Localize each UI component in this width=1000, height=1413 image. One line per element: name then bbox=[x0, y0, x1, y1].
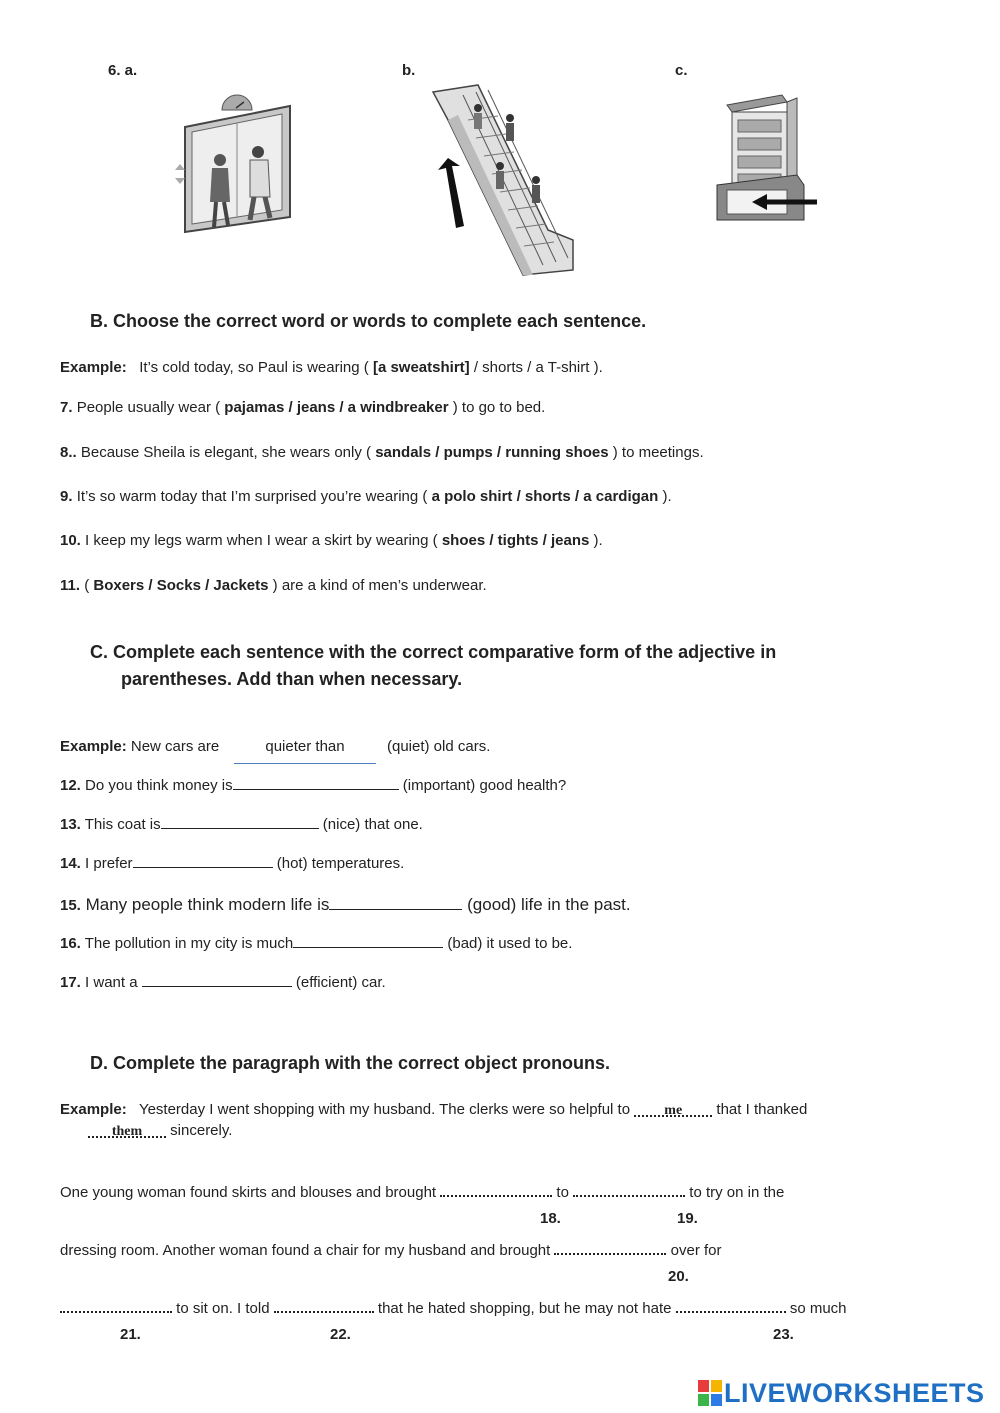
question-text-end: ). bbox=[662, 488, 672, 505]
question-text: People usually wear ( bbox=[76, 399, 221, 416]
question-number: 11. bbox=[60, 577, 81, 594]
question-text-end: (efficient) car. bbox=[295, 974, 386, 991]
section-d-heading: D. Complete the paragraph with the correct object pronouns. bbox=[90, 1053, 611, 1073]
example-text: that I thanked bbox=[716, 1101, 808, 1118]
question-text-end: (nice) that one. bbox=[322, 816, 423, 833]
picture-c-label: c. bbox=[675, 62, 688, 79]
answer-blank[interactable] bbox=[161, 816, 319, 829]
question-text: It’s so warm today that I’m surprised you’re wearing ( bbox=[76, 488, 428, 505]
escalator-illustration bbox=[428, 80, 578, 280]
section-c-heading-line2: parentheses. Add than when necessary. bbox=[121, 669, 463, 689]
question-12 bbox=[60, 777, 566, 794]
blank-number-22: 22. bbox=[330, 1326, 351, 1343]
section-c-heading-line1: C. Complete each sentence with the correct comparative form of the adjective in bbox=[90, 642, 777, 662]
question-15 bbox=[60, 895, 631, 915]
paragraph-text: over for bbox=[670, 1242, 722, 1259]
question-8 bbox=[60, 444, 704, 461]
example-label: Example: bbox=[60, 359, 127, 376]
example-answer-blank bbox=[88, 1122, 166, 1138]
paragraph-text: that he hated shopping, but he may not hate bbox=[377, 1300, 672, 1317]
blank-number-20: 20. bbox=[668, 1268, 689, 1285]
example-text: New cars are bbox=[130, 738, 220, 755]
paragraph-text: One young woman found skirts and blouses and brought bbox=[60, 1184, 437, 1201]
paragraph-text: to bbox=[556, 1184, 569, 1201]
liveworksheets-logo bbox=[698, 1378, 985, 1408]
blank-number-18: 18. bbox=[540, 1210, 561, 1227]
answer-blank-20[interactable] bbox=[554, 1239, 666, 1255]
question-text-end: ). bbox=[593, 532, 603, 549]
section-b-example bbox=[60, 359, 603, 376]
elevator-illustration bbox=[170, 92, 300, 237]
picture-b-label: b. bbox=[402, 62, 416, 79]
section-b-heading: B. Choose the correct word or words to complete each sentence. bbox=[90, 311, 647, 331]
question-text: I prefer bbox=[85, 855, 133, 872]
answer-blank[interactable] bbox=[133, 855, 273, 868]
section-d-example-line1 bbox=[60, 1101, 807, 1118]
choice-options[interactable]: sandals / pumps / running shoes bbox=[375, 444, 609, 461]
building-entrance-illustration bbox=[712, 90, 822, 225]
paragraph-text: dressing room. Another woman found a chair for my husband and brought bbox=[60, 1242, 551, 1259]
example-answer: [a sweatshirt] bbox=[372, 359, 470, 376]
question-text: Do you think money is bbox=[85, 777, 233, 794]
question-10 bbox=[60, 532, 603, 549]
question-text: Many people think modern life is bbox=[85, 895, 330, 914]
answer-blank-18[interactable] bbox=[440, 1181, 552, 1197]
question-number: 10. bbox=[60, 532, 81, 549]
choice-options[interactable]: Boxers / Socks / Jackets bbox=[93, 577, 269, 594]
question-number: 9. bbox=[60, 488, 73, 505]
question-11 bbox=[60, 577, 487, 594]
question-text: Because Sheila is elegant, she wears only ( bbox=[80, 444, 372, 461]
question-17 bbox=[60, 974, 386, 991]
answer-blank[interactable] bbox=[329, 897, 462, 910]
answer-blank-22[interactable] bbox=[274, 1297, 374, 1313]
question-number: 7. bbox=[60, 399, 73, 416]
choice-options[interactable]: pajamas / jeans / a windbreaker bbox=[224, 399, 449, 416]
question-13 bbox=[60, 816, 423, 833]
example-label: Example: bbox=[60, 738, 127, 755]
question-text-end: ) are a kind of men’s underwear. bbox=[272, 577, 487, 594]
paragraph-line-2 bbox=[60, 1239, 722, 1259]
question-14 bbox=[60, 855, 404, 872]
paragraph-text: to sit on. I told bbox=[176, 1300, 270, 1317]
question-16 bbox=[60, 935, 572, 952]
example-text: Yesterday I went shopping with my husband. The clerks were so helpful to bbox=[138, 1101, 631, 1118]
example-text-end: / shorts / a T-shirt ). bbox=[473, 359, 603, 376]
answer-blank-23[interactable] bbox=[676, 1297, 786, 1313]
question-9 bbox=[60, 488, 672, 505]
blank-number-21: 21. bbox=[120, 1326, 141, 1343]
example-answer: them bbox=[111, 1124, 143, 1139]
question-number: 17. bbox=[60, 974, 81, 991]
question-number: 15. bbox=[60, 897, 81, 914]
choice-options[interactable]: a polo shirt / shorts / a cardigan bbox=[431, 488, 659, 505]
question-text-end: (important) good health? bbox=[402, 777, 567, 794]
liveworksheets-logo-text: LIVEWORKSHEETS bbox=[724, 1377, 985, 1408]
question-text: ( bbox=[84, 577, 90, 594]
question-text: I keep my legs warm when I wear a skirt by wearing ( bbox=[85, 532, 438, 549]
question-number: 14. bbox=[60, 855, 81, 872]
paragraph-text: so much bbox=[789, 1300, 847, 1317]
answer-blank[interactable] bbox=[233, 777, 399, 790]
question-number: 12. bbox=[60, 777, 81, 794]
example-text: It’s cold today, so Paul is wearing ( bbox=[139, 359, 369, 376]
paragraph-text: to try on in the bbox=[689, 1184, 785, 1201]
question-number: 13. bbox=[60, 816, 81, 833]
answer-blank[interactable] bbox=[142, 974, 292, 987]
example-text-end: (quiet) old cars. bbox=[387, 738, 491, 755]
picture-6a-label: 6. a. bbox=[108, 62, 138, 79]
question-text-end: (hot) temperatures. bbox=[276, 855, 405, 872]
question-text-end: ) to meetings. bbox=[612, 444, 704, 461]
example-answer-blank bbox=[634, 1101, 712, 1117]
blank-number-23: 23. bbox=[773, 1326, 794, 1343]
section-c-example bbox=[60, 738, 219, 755]
section-d-example-line2 bbox=[88, 1122, 232, 1139]
question-text-end: (good) life in the past. bbox=[467, 895, 631, 914]
answer-blank-21[interactable] bbox=[60, 1297, 172, 1313]
question-number: 8.. bbox=[60, 444, 77, 461]
answer-blank[interactable] bbox=[293, 935, 443, 948]
choice-options[interactable]: shoes / tights / jeans bbox=[441, 532, 590, 549]
question-text-end: ) to go to bed. bbox=[452, 399, 546, 416]
question-text: I want a bbox=[85, 974, 138, 991]
answer-blank-19[interactable] bbox=[573, 1181, 685, 1197]
question-text: The pollution in my city is much bbox=[84, 935, 294, 952]
example-text: sincerely. bbox=[170, 1122, 233, 1139]
blank-number-19: 19. bbox=[677, 1210, 698, 1227]
example-label: Example: bbox=[60, 1101, 127, 1118]
question-text: This coat is bbox=[84, 816, 161, 833]
example-answer: me bbox=[664, 1103, 683, 1118]
paragraph-line-1 bbox=[60, 1181, 784, 1201]
paragraph-line-3 bbox=[60, 1297, 847, 1317]
question-text-end: (bad) it used to be. bbox=[447, 935, 573, 952]
example-answer-box: quieter than bbox=[234, 738, 376, 764]
question-number: 16. bbox=[60, 935, 81, 952]
liveworksheets-logo-icon bbox=[698, 1380, 722, 1406]
question-7 bbox=[60, 399, 545, 416]
